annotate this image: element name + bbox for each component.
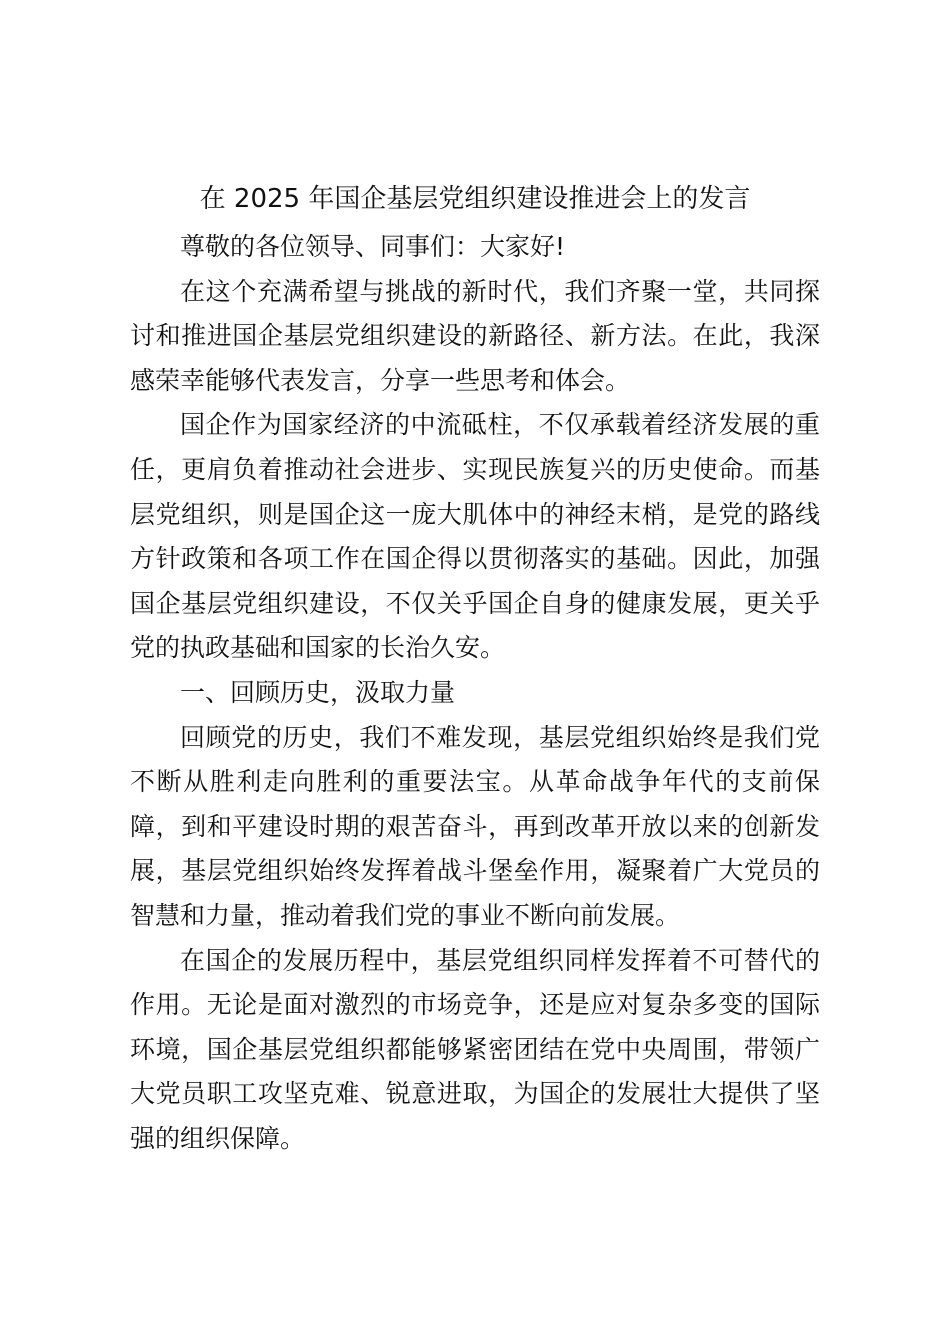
body-paragraph: 回顾党的历史，我们不难发现，基层党组织始终是我们党不断从胜利走向胜利的重要法宝。从革命战争年代的支前保障，到和平建设时期的艰苦奋斗，再到改革开放以来的创新发展，基层党组织始终发挥着战斗堡垒作用，凝聚着广大党员的智慧和力量，推动着我们党的事业不断向前发展。 bbox=[130, 722, 820, 930]
greeting-line: 尊敬的各位领导、同事们：大家好! bbox=[180, 232, 566, 261]
document-title: 在 2025 年国企基层党组织建设推进会上的发言 bbox=[199, 184, 751, 214]
body-paragraph: 国企作为国家经济的中流砥柱，不仅承载着经济发展的重任，更肩负着推动社会进步、实现民族复兴的历史使命。而基层党组织，则是国企这一庞大肌体中的神经末梢，是党的路线方针政策和各项工作在国企得以贯彻落实的基础。因此，加强国企基层党组织建设，不仅关乎国企自身的健康发展，更关乎党的执政基础和国家的长治久安。 bbox=[130, 410, 820, 663]
body-paragraph: 在这个充满希望与挑战的新时代，我们齐聚一堂，共同探讨和推进国企基层党组织建设的新路径、新方法。在此，我深感荣幸能够代表发言，分享一些思考和体会。 bbox=[130, 276, 820, 395]
body-paragraph: 在国企的发展历程中，基层党组织同样发挥着不可替代的作用。无论是面对激烈的市场竞争，还是应对复杂多变的国际环境，国企基层党组织都能够紧密团结在党中央周围，带领广大党员职工攻坚克难、锐意进取，为国企的发展壮大提供了坚强的组织保障。 bbox=[130, 945, 820, 1153]
section-heading: 一、回顾历史，汲取力量 bbox=[180, 677, 456, 707]
document-body bbox=[130, 225, 820, 1161]
